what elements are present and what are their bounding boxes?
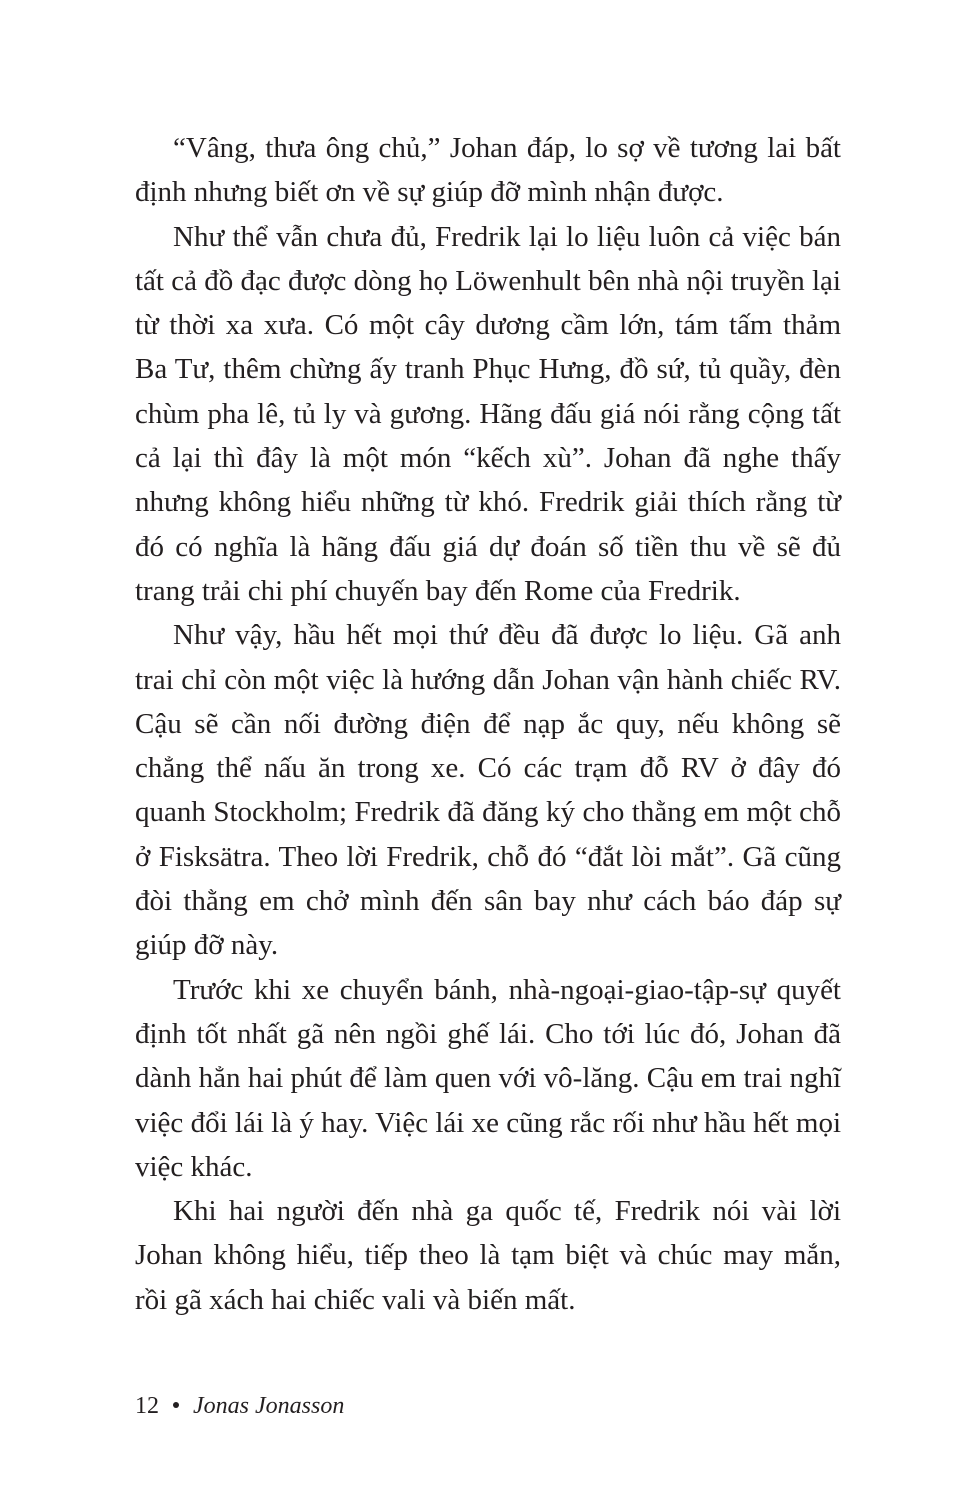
page-number: 12: [135, 1393, 159, 1419]
paragraph-3: Như vậy, hầu hết mọi thứ đều đã được lo liệu. Gã anh trai chỉ còn một việc là hướng dẫn Johan vận hành chiếc RV. Cậu sẽ cần nối đường điện để nạp ắc quy, nếu không sẽ chẳng thể nấu ăn trong xe. Có các trạm đỗ RV ở đây đó quanh Stockholm; Fredrik đã đăng ký cho thằng em một chỗ ở Fisksätra. Theo lời Fredrik, chỗ đó “đắt lòi mắt”. Gã cũng đòi thằng em chở mình đến sân bay như cách báo đáp sự giúp đỡ này.: [135, 619, 841, 962]
page-footer: [135, 1390, 344, 1422]
bullet-separator: [173, 1402, 179, 1408]
paragraph-2: Như thể vẫn chưa đủ, Fredrik lại lo liệu luôn cả việc bán tất cả đồ đạc được dòng họ Löwenhult bên nhà nội truyền lại từ thời xa xưa. Có một cây dương cầm lớn, tám tấm thảm Ba Tư, thêm chừng ấy tranh Phục Hưng, đồ sứ, tủ quầy, đèn chùm pha lê, tủ ly và gương. Hãng đấu giá nói rằng cộng tất cả lại thì đây là một món “kếch xù”. Johan đã nghe thấy nhưng không hiểu những từ khó. Fredrik giải thích rằng từ đó có nghĩa là hãng đấu giá dự đoán số tiền thu về sẽ đủ trang trải chi phí chuyến bay đến Rome của Fredrik.: [135, 220, 841, 607]
paragraph-4: Trước khi xe chuyển bánh, nhà-ngoại-giao-tập-sự quyết định tốt nhất gã nên ngồi ghế lái. Cho tới lúc đó, Johan đã dành hẳn hai phút để làm quen với vô-lăng. Cậu em trai nghĩ việc đổi lái là ý hay. Việc lái xe cũng rắc rối như hầu hết mọi việc khác.: [135, 973, 841, 1183]
page-body: [135, 126, 841, 1322]
author-name: Jonas Jonasson: [193, 1393, 345, 1419]
paragraph-5: Khi hai người đến nhà ga quốc tế, Fredrik nói vài lời Johan không hiểu, tiếp theo là tạm biệt và chúc may mắn, rồi gã xách hai chiếc vali và biến mất.: [135, 1195, 841, 1316]
paragraph-1: “Vâng, thưa ông chủ,” Johan đáp, lo sợ về tương lai bất định nhưng biết ơn về sự giúp đỡ mình nhận được.: [135, 132, 841, 209]
